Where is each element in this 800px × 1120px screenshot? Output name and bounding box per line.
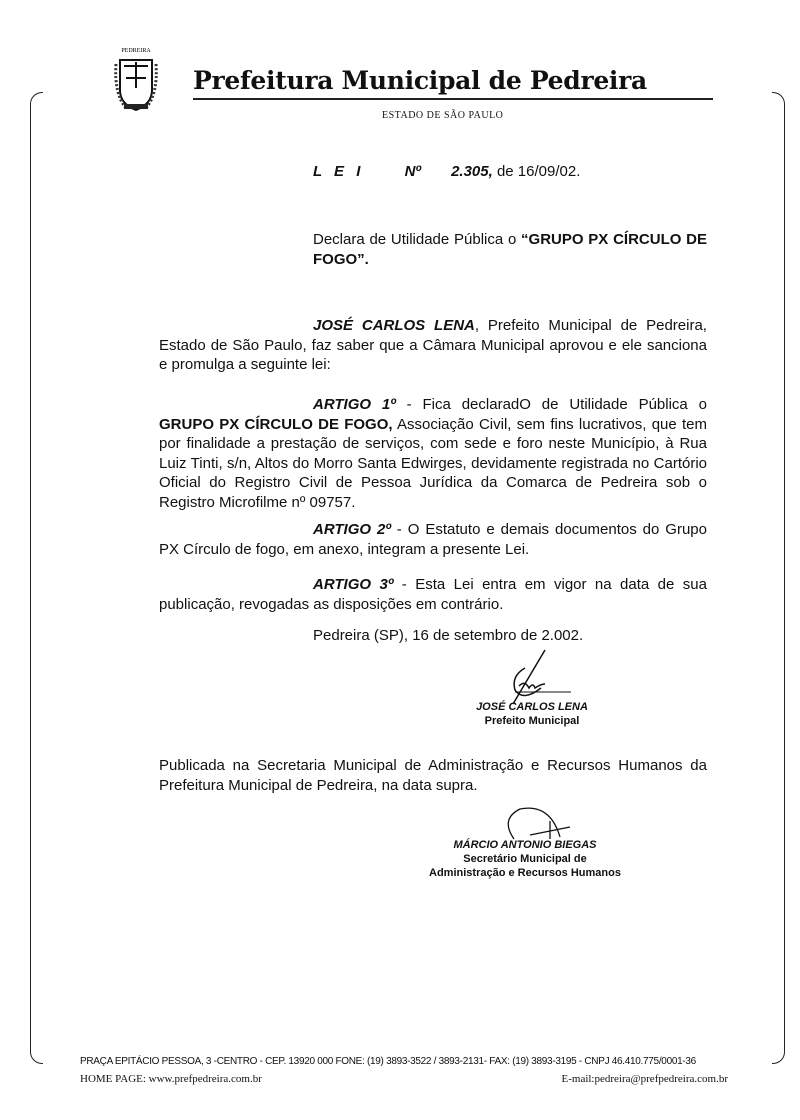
signer-2: MÁRCIO ANTONIO BIEGAS Secretário Municipal de Administração e Recursos Humanos <box>429 839 621 879</box>
header-title: Prefeitura Municipal de Pedreira <box>193 66 647 95</box>
article-1: ARTIGO 1º - Fica declaradO de Utilidade Pública o GRUPO PX CÍRCULO DE FOGO, Associação Civil, sem fins lucrativos, que tem por finalidade a prestação de serviços, com sede e foro neste Município, à Rua Luiz Tinti, s/n, Altos do Morro Santa Edwirges, devidamente registrada no Cartório Oficial do Registro Civil de Pessoa Jurídica da Comarca de Pedreira sob o Registro Microfilme nº 09757. <box>159 396 707 511</box>
article-3: ARTIGO 3º - Esta Lei entra em vigor na data de sua publicação, revogadas as disposições em contrário. <box>159 576 707 613</box>
place-date: Pedreira (SP), 16 de setembro de 2.002. <box>313 627 584 644</box>
header-rule <box>193 98 713 100</box>
law-heading: L E I Nº 2.305, de 16/09/02. <box>313 163 581 180</box>
publication-note: Publicada na Secretaria Municipal de Administração e Recursos Humanos da Prefeitura Municipal de Pedreira, na data supra. <box>159 757 707 794</box>
signature-2 <box>490 803 580 843</box>
intro-paragraph: JOSÉ CARLOS LENA, Prefeito Municipal de Pedreira, Estado de São Paulo, faz saber que a Câmara Municipal aprovou e ele sanciona e promulga a seguinte lei: <box>159 317 707 374</box>
signature-1 <box>495 648 575 706</box>
crest-logo <box>112 44 160 120</box>
frame-left <box>30 92 43 1064</box>
signer-1: JOSÉ CARLOS LENA Prefeito Municipal <box>476 701 588 727</box>
frame-right <box>772 92 785 1064</box>
footer-address: PRAÇA EPITÁCIO PESSOA, 3 -CENTRO - CEP. 13920 000 FONE: (19) 3893-3522 / 3893-2131- FAX: (19) 3893-3195 - CNPJ 46.410.775/0001-36 <box>80 1056 696 1067</box>
footer-email[interactable]: E-mail:pedreira@prefpedreira.com.br <box>561 1073 728 1085</box>
footer-homepage[interactable]: HOME PAGE: www.prefpedreira.com.br <box>80 1073 262 1085</box>
svg-text:PEDREIRA: PEDREIRA <box>121 48 151 54</box>
article-2: ARTIGO 2º - O Estatuto e demais documentos do Grupo PX Círculo de fogo, em anexo, integram a presente Lei. <box>159 521 707 558</box>
header-subtitle: ESTADO DE SÃO PAULO <box>382 110 504 121</box>
ementa: Declara de Utilidade Pública o “GRUPO PX CÍRCULO DE FOGO”. <box>313 231 707 268</box>
